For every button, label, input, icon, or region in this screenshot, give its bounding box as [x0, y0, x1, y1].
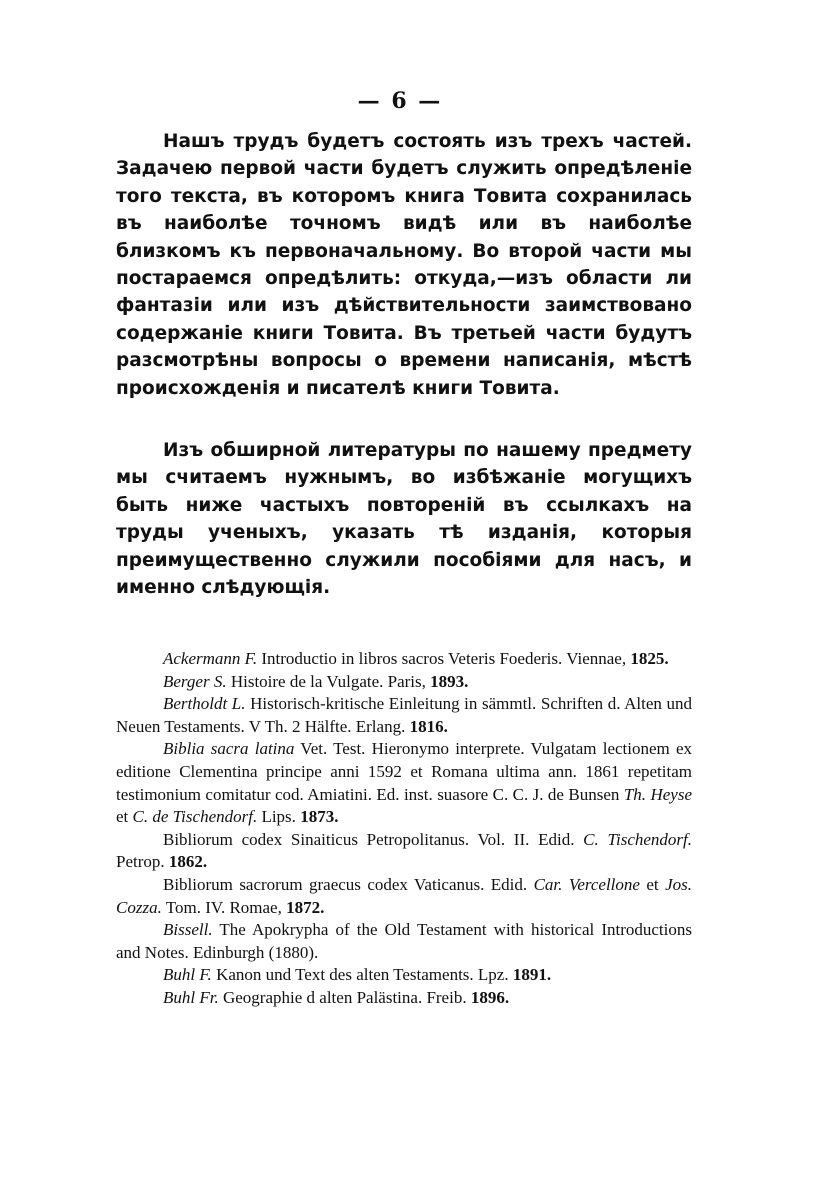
- bib-title: Bibliorum codex Sinaiticus Petropolitanus. Vol. II. Edid.: [163, 829, 584, 849]
- bib-author: Buhl Fr.: [163, 987, 219, 1007]
- bib-title: Historisch-kritische Einleitung in sämmtl. Schriften d. Alten und Neuen Testaments. V Th. 2 Hälfte. Erlang.: [116, 694, 693, 736]
- bib-year: 1825.: [630, 649, 669, 668]
- bib-title: The Apokrypha of the Old Testament with historical Introductions and Notes. Edinburgh (1880).: [116, 920, 692, 962]
- bibliography-entry: [116, 738, 692, 828]
- bib-title: Introductio in libros sacros Veteris Foederis. Viennae,: [257, 649, 631, 668]
- bib-year: 1896.: [470, 987, 510, 1007]
- bibliography-entry: [116, 987, 692, 1010]
- bibliography-entry: [116, 693, 692, 738]
- bib-editor: C. Tischendorf.: [583, 829, 693, 849]
- page-number: — 6 —: [357, 88, 443, 114]
- bib-title: Kanon und Text des alten Testaments. Lpz.: [211, 965, 513, 985]
- bibliography: [116, 648, 692, 1010]
- bibliography-entry: [116, 829, 692, 874]
- bib-title: Histoire de la Vulgate. Paris,: [226, 671, 431, 691]
- bib-year: 1893.: [430, 671, 469, 691]
- bib-text: Lips.: [257, 807, 301, 827]
- bib-title: Bibliorum sacrorum graecus codex Vaticanus. Edid.: [163, 874, 534, 894]
- bib-editor: C. de Tischendorf.: [132, 807, 258, 827]
- bib-text: et: [116, 807, 133, 827]
- bibliography-entry: [116, 964, 692, 987]
- bibliography-entry: [116, 671, 692, 694]
- bib-text: Petrop.: [116, 852, 169, 872]
- bib-author: Ackermann F.: [163, 649, 258, 668]
- bib-text: Tom. IV. Romae,: [161, 897, 287, 917]
- bib-year: 1873.: [300, 807, 339, 827]
- bib-title: Geographie d alten Palästina. Freib.: [218, 987, 471, 1007]
- bib-editor: Car. Vercellone: [533, 874, 640, 894]
- bib-author: Bertholdt L.: [163, 694, 246, 714]
- bib-year: 1816.: [409, 716, 448, 736]
- bib-author: Berger S.: [163, 671, 227, 691]
- main-text: [116, 128, 692, 602]
- bib-author: Biblia sacra latina: [163, 739, 295, 759]
- bib-author: Bissell.: [163, 920, 213, 940]
- paragraph: Изъ обширной литературы по нашему предмету мы считаемъ нужнымъ, во избѣжаніе могущихъ быть ниже частыхъ повтореній въ ссылкахъ на труды ученыхъ, указать тѣ изданія, которыя преимущественно служили пособіями для насъ, и именно слѣдующія.: [116, 440, 692, 599]
- bib-title: Vet. Test. Hieronymo interprete. Vulgatam lectionem ex editione Clementina principe anni 1592 et Romana ultima ann. 1861 repetitam testimonium comitatur cod. Amiatini. Ed. inst. suasore C. C. J. de Bunsen: [116, 739, 692, 804]
- bibliography-entry: [116, 648, 692, 671]
- bib-text: et: [639, 874, 666, 894]
- bib-editor: Jos. Cozza.: [116, 874, 692, 917]
- bib-year: 1872.: [286, 897, 325, 917]
- paragraph: Нашъ трудъ будетъ состоять изъ трехъ частей. Задачею первой части будетъ служить опредѣленіе того текста, въ которомъ книга Товита сохранилась въ наиболѣе точномъ видѣ или въ наиболѣе близкомъ къ первоначальному. Во второй части мы постараемся опредѣлить: откуда,—изъ области ли фантазіи или изъ дѣйствительности заимствовано содержаніе книги Товита. Въ третьей части будутъ разсмотрѣны вопросы о времени написанія, мѣстѣ происхожденія и писателѣ книги Товита.: [116, 131, 692, 399]
- bib-editor: Th. Heyse: [623, 784, 693, 804]
- bibliography-entry: [116, 874, 692, 919]
- bib-author: Buhl F.: [163, 965, 212, 985]
- bibliography-entry: [116, 919, 692, 964]
- bib-year: 1891.: [512, 965, 552, 985]
- bib-year: 1862.: [168, 852, 208, 872]
